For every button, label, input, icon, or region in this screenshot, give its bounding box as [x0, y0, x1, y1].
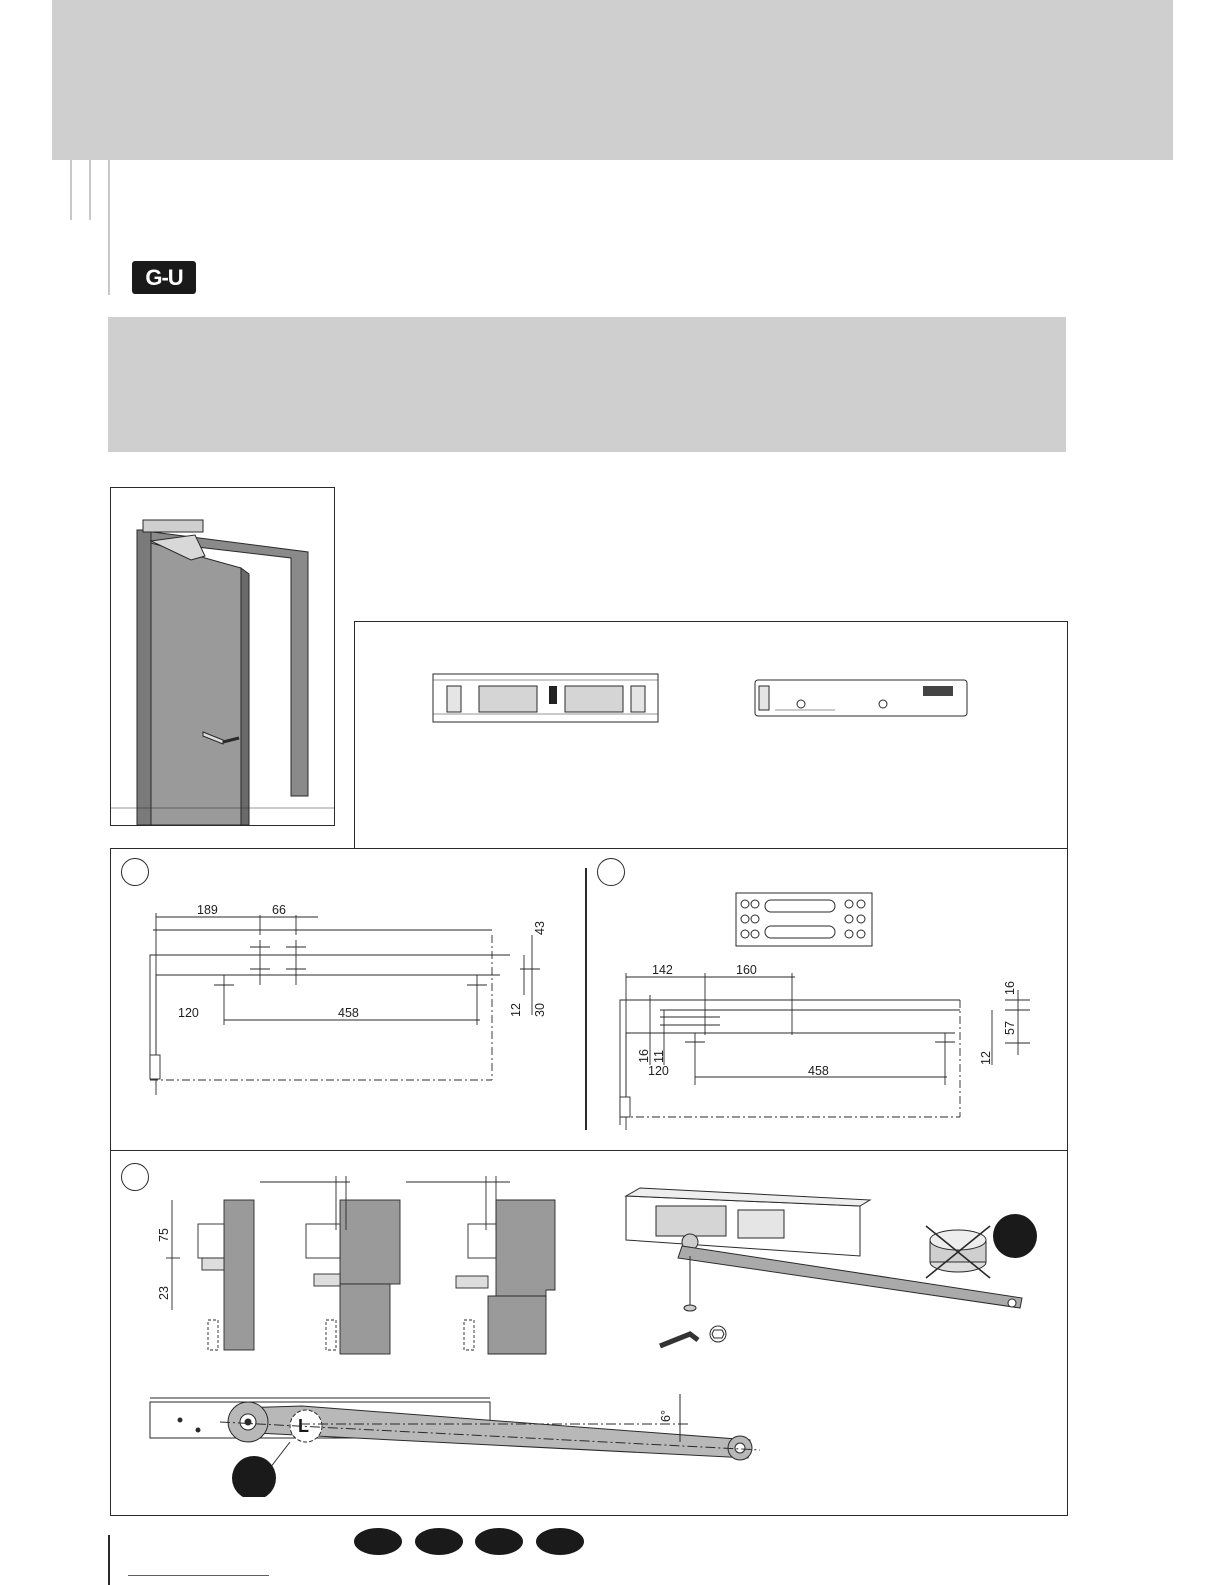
closer-unit-front — [433, 674, 658, 722]
mounting-plate — [735, 892, 873, 947]
dim-6deg: 6° — [659, 1410, 673, 1422]
overview-panel — [354, 621, 1068, 850]
language-button-1[interactable] — [354, 1528, 402, 1555]
language-button-3[interactable] — [475, 1528, 523, 1555]
do-not-use-icon — [918, 1210, 1038, 1295]
dim-16: 16 — [1003, 981, 1017, 995]
closer-unit-side — [755, 680, 967, 716]
dim-30: 30 — [533, 1003, 547, 1017]
header-band — [52, 0, 1173, 160]
dim-16: 16 — [637, 1049, 651, 1063]
dim-12: 12 — [509, 1003, 523, 1017]
dim-458: 458 — [808, 1064, 829, 1078]
arm-side-marker: L — [298, 1416, 309, 1436]
dim-120: 120 — [178, 1006, 199, 1020]
footer-link[interactable] — [128, 1575, 269, 1576]
brand-logo: G-U — [132, 261, 196, 294]
dim-43: 43 — [533, 921, 547, 935]
dim-142: 142 — [652, 965, 673, 977]
step-marker-a — [121, 858, 149, 886]
dim-12: 12 — [979, 1051, 993, 1065]
dim-57: 57 — [1003, 1021, 1017, 1035]
language-button-4[interactable] — [536, 1528, 584, 1555]
title-band — [108, 317, 1066, 452]
mounting-sections — [150, 1170, 570, 1360]
step-marker-c — [121, 1163, 149, 1191]
drilling-template-b — [610, 965, 1050, 1145]
dim-11: 11 — [652, 1050, 666, 1063]
arm-alignment-detail — [140, 1372, 780, 1497]
margin-line — [89, 160, 91, 220]
dim-120: 120 — [648, 1064, 669, 1078]
dim-66: 66 — [272, 905, 286, 917]
drilling-template-a — [140, 905, 560, 1115]
language-button-2[interactable] — [415, 1528, 463, 1555]
dim-23: 23 — [157, 1286, 171, 1300]
dim-75: 75 — [157, 1228, 171, 1242]
dim-189: 189 — [197, 905, 218, 917]
margin-line — [70, 160, 72, 220]
margin-line — [108, 160, 110, 295]
dim-160: 160 — [736, 965, 757, 977]
door-illustration — [110, 487, 335, 826]
footer-line — [108, 1535, 110, 1585]
step-marker-b — [597, 858, 625, 886]
panel-divider — [585, 868, 587, 1130]
dim-458: 458 — [338, 1006, 359, 1020]
